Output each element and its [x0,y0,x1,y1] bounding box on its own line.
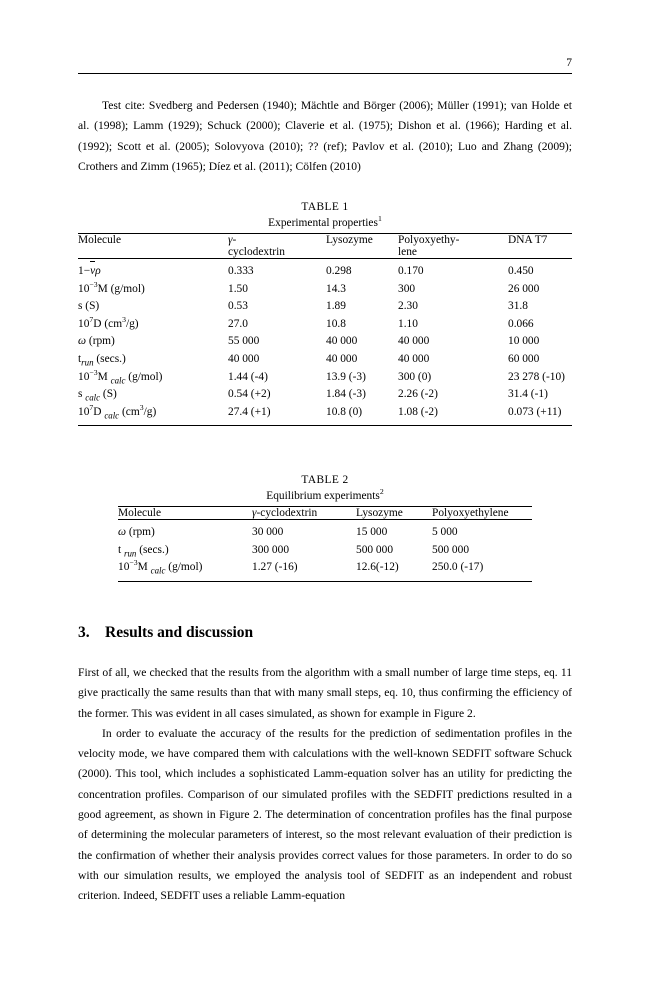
table-2-col-lysozyme: Lysozyme [356,507,403,519]
table-2 [118,506,532,582]
table-1-cell: 55 000 [228,335,260,348]
table-1-cell: 1.89 [326,300,346,313]
table-1-row-label: $10^7D$ $(cm^3/g)$ [78,314,139,330]
table-row [78,369,572,387]
table-1-cell: 300 (0) [398,370,432,383]
table-2-cell: 1.27 (-16) [252,561,298,574]
running-head [78,56,572,74]
table-row [78,333,572,351]
table-1-row-label: $10^7D$ $_{calc}$ $(cm^3/g)$ [78,402,157,421]
table-1-caption-superscript: 1 [377,214,382,224]
section-title: Results and discussion [105,624,254,641]
table-1-cell: 2.30 [398,300,418,313]
table-1-col-dna-t7: DNA T7 [508,234,548,246]
table-1-cell: 26 000 [508,282,540,295]
table-row [78,259,572,281]
table-row [78,404,572,426]
table-1-cell: 0.53 [228,300,248,313]
table-2-cell: 300 000 [252,543,290,556]
table-1-cell: 60 000 [508,352,540,365]
citation-block [78,96,572,177]
table-row [118,520,532,542]
table-1-row-label: ω (rpm) [78,335,115,348]
table-1-cell: 0.298 [326,265,352,277]
table-row [118,559,532,581]
table-2-caption-superscript: 2 [379,487,384,497]
table-2-header-row [118,507,532,520]
table-1-cell: 2.26 (-2) [398,388,438,401]
table-row [78,281,572,299]
table-row [78,316,572,334]
header-rule [78,73,572,74]
table-1-col-polyoxyethylene: Polyoxyethy- lene [398,234,460,258]
table-1-cell: 1.84 (-3) [326,388,366,401]
table-2-cell: 5 000 [432,526,458,538]
table-1-col-molecule: Molecule [78,234,122,246]
table-2-cell: 250.0 (-17) [432,561,484,574]
table-1-row-label: s $_{calc}$ (S) [78,388,117,403]
section-heading [78,623,572,643]
table-1-row-label: $10^{-3}M$ $_{calc}$ (g/mol) [78,367,163,385]
table-1-cell: 40 000 [326,352,358,365]
table-1-cell: 31.4 (-1) [508,388,548,401]
table-1-cell: 0.333 [228,265,254,277]
table-1-cell: 40 000 [398,335,430,348]
table-1-cell: 23 278 (-10) [508,370,565,383]
table-1-col-lysozyme: Lysozyme [326,234,373,246]
table-1-cell: 1.10 [398,317,418,330]
table-1-cell: 10 000 [508,335,540,348]
table-2-cell: 12.6(-12) [356,561,399,574]
table-2-block [118,473,532,582]
table-2-number: TABLE 2 [301,474,349,486]
table-1-cell: 27.0 [228,317,248,330]
table-2-col-polyoxyethylene: Polyoxyethylene [432,507,509,519]
table-1-cell: 40 000 [326,335,358,348]
table-2-caption-text: Equilibrium experiments [266,490,380,502]
table-2-cell: 30 000 [252,526,284,538]
table-1-cell: 40 000 [228,352,260,365]
table-1-cell: 0.450 [508,265,534,277]
citation-paragraph: Test cite: Svedberg and Pedersen (1940); Mächtle and Börger (2006); Müller (1991); van Holde et al. (1998); Lamm (1929); Schuck (2000); Claverie et al. (1975); Dishon et al. (1966); Harding et al. (1992); Scott et al. (2005); Solovyova (2010); ?? (ref); Pavlov et al. (2010); Luo and Zhang (2009); Crothers and Zimm (1965); Díez et al. (2011); Cölfen (2010) [78,99,572,173]
table-2-row-label: $10^{-3}M$ $_{calc}$ (g/mol) [118,558,203,576]
table-1-cell: 1.08 (-2) [398,405,438,418]
table-2-row-label: ω (rpm) [118,526,155,538]
table-1-cell: 0.066 [508,317,534,330]
table-1-cell: 31.8 [508,300,528,313]
table-1-cell: 0.073 (+11) [508,405,562,418]
table-1-number: TABLE 1 [301,201,349,213]
table-2-cell: 15 000 [356,526,388,538]
table-1-row-label: $t_{run}$ (secs.) [78,352,126,368]
page-number: 7 [566,57,572,69]
table-1-cell: 14.3 [326,282,346,295]
body-paragraph-1: First of all, we checked that the results from the algorithm with a small number of large time steps, eq. 11 give practically the same results than that with many small steps, eq. 10, thus confirming the efficiency of the former. This was evident in all cases simulated, as shown for example in Figure 2. [78,666,572,720]
table-1-block [78,200,572,426]
table-2-col-molecule: Molecule [118,507,162,519]
table-2-col-cyclodextrin: γ-cyclodextrin [252,507,318,519]
table-1-cell: 0.170 [398,265,424,277]
table-1-cell: 10.8 [326,317,346,330]
table-1-caption [78,215,572,231]
table-2-caption [118,488,532,504]
table-row [118,542,532,560]
table-row [78,298,572,316]
section-heading-block [78,623,572,643]
table-1-row-label: s (S) [78,300,100,313]
table-1-col-cyclodextrin: γ- cyclodextrin [228,234,285,258]
table-1-cell: 0.54 (+2) [228,388,271,401]
table-1-row-label: 1−vρ [78,259,228,281]
table-row [78,351,572,369]
table-1-cell: 300 [398,282,416,295]
table-row [78,386,572,404]
table-1-row-label: $10^{-3}M$ (g/mol) [78,279,145,295]
table-1-cell: 13.9 (-3) [326,370,366,383]
table-1-cell: 27.4 (+1) [228,405,271,418]
table-1 [78,233,572,426]
table-1-header-row [78,234,572,259]
table-2-row-label: t $_{run}$ (secs.) [118,543,169,558]
table-1-cell: 1.44 (-4) [228,370,268,383]
table-1-cell: 40 000 [398,352,430,365]
body-text-block [78,663,572,907]
section-number: 3. [78,624,90,641]
table-1-cell: 10.8 (0) [326,405,363,418]
table-2-cell: 500 000 [356,543,394,556]
table-1-caption-text: Experimental properties [268,217,378,229]
body-paragraph-2: In order to evaluate the accuracy of the results for the prediction of sedimentation profiles in the velocity mode, we have compared them with calculations with the well-known SEDFIT software Schuck (2000). This tool, which includes a sophisticated Lamm-equation solver has an utility for predicting the concentration profiles. Comparison of our simulated profiles with the SEDFIT predictions resulted in a good agreement, as shown in Figure 2. The determination of concentration profiles has the final purpose of determining the molecular parameters of interest, so the most relevant evaluation of their prediction is the confirmation of whether their analysis provides correct values for those parameters. In order to do so with our simulation results, we employed the analysis tool of SEDFIT as an independent and robust criterion. Indeed, SEDFIT uses a reliable Lamm-equation [78,726,572,903]
table-1-cell: 1.50 [228,282,248,295]
table-2-cell: 500 000 [432,543,470,556]
